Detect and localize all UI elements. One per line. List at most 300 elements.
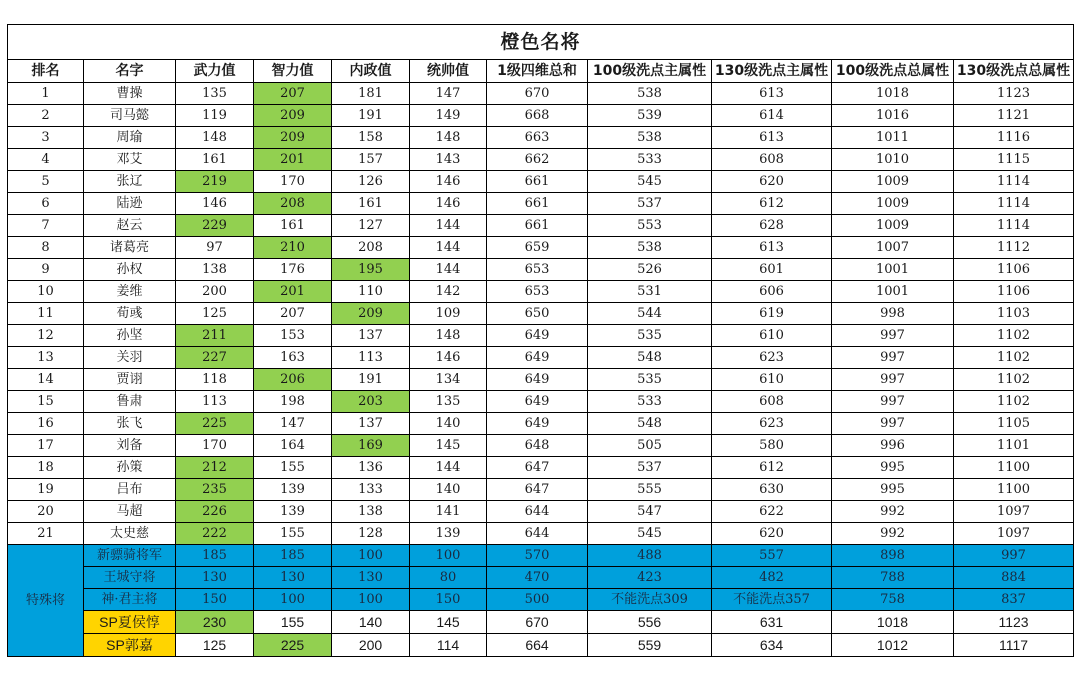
table-cell: 125	[176, 634, 254, 657]
table-row	[8, 523, 1074, 545]
table-cell: 1009	[832, 193, 954, 215]
table-cell: 119	[176, 105, 254, 127]
table-cell: 135	[410, 391, 487, 413]
table-cell: 653	[487, 281, 588, 303]
table-cell: 135	[176, 83, 254, 105]
table-cell: 1018	[832, 611, 954, 634]
table-cell: 赵云	[84, 215, 176, 237]
table-cell: 1106	[954, 259, 1074, 281]
table-cell: 5	[8, 171, 84, 193]
table-cell: 138	[332, 501, 410, 523]
ranking-table-container	[7, 24, 1074, 657]
table-cell: 143	[410, 149, 487, 171]
table-cell: 关羽	[84, 347, 176, 369]
table-cell: 1100	[954, 457, 1074, 479]
table-cell: 1102	[954, 391, 1074, 413]
table-cell: 628	[712, 215, 832, 237]
table-cell: 1101	[954, 435, 1074, 457]
table-cell: 3	[8, 127, 84, 149]
table-cell: 146	[410, 193, 487, 215]
table-cell: 1009	[832, 171, 954, 193]
column-header: 130级洗点主属性	[712, 60, 832, 83]
table-cell: 537	[588, 193, 712, 215]
table-cell: 226	[176, 501, 254, 523]
table-row	[8, 149, 1074, 171]
table-cell: 547	[588, 501, 712, 523]
table-cell: 505	[588, 435, 712, 457]
table-cell: 11	[8, 303, 84, 325]
table-cell: 130	[176, 567, 254, 589]
table-title: 橙色名将	[8, 25, 1074, 60]
table-cell: 531	[588, 281, 712, 303]
table-cell: 670	[487, 83, 588, 105]
table-cell: 144	[410, 237, 487, 259]
table-cell: 1009	[832, 215, 954, 237]
table-row	[8, 347, 1074, 369]
table-cell: 606	[712, 281, 832, 303]
table-cell: 133	[332, 479, 410, 501]
table-cell: 526	[588, 259, 712, 281]
table-cell: 陆逊	[84, 193, 176, 215]
table-cell: 608	[712, 391, 832, 413]
table-row	[8, 457, 1074, 479]
table-cell: 1103	[954, 303, 1074, 325]
table-cell: 1018	[832, 83, 954, 105]
table-cell: 634	[712, 634, 832, 657]
table-row	[8, 413, 1074, 435]
table-cell: SP郭嘉	[84, 634, 176, 657]
table-cell: 114	[410, 634, 487, 657]
table-cell: 206	[254, 369, 332, 391]
table-cell: 14	[8, 369, 84, 391]
table-cell: 马超	[84, 501, 176, 523]
table-row	[8, 193, 1074, 215]
table-cell: 2	[8, 105, 84, 127]
table-cell: 538	[588, 83, 712, 105]
table-cell: 169	[332, 435, 410, 457]
table-cell: 4	[8, 149, 84, 171]
table-cell: 1105	[954, 413, 1074, 435]
table-cell: 533	[588, 149, 712, 171]
table-cell: 126	[332, 171, 410, 193]
table-cell: 619	[712, 303, 832, 325]
table-cell: 153	[254, 325, 332, 347]
table-cell: 21	[8, 523, 84, 545]
table-cell: 222	[176, 523, 254, 545]
table-cell: 201	[254, 149, 332, 171]
table-cell: 155	[254, 523, 332, 545]
table-cell: 614	[712, 105, 832, 127]
table-cell: 144	[410, 457, 487, 479]
table-cell: 1100	[954, 479, 1074, 501]
table-cell: 758	[832, 589, 954, 611]
table-cell: 650	[487, 303, 588, 325]
table-cell: 644	[487, 501, 588, 523]
table-row	[8, 281, 1074, 303]
table-cell: 146	[410, 347, 487, 369]
table-cell: 147	[254, 413, 332, 435]
table-cell: 620	[712, 171, 832, 193]
table-cell: 207	[254, 303, 332, 325]
table-cell: 周瑜	[84, 127, 176, 149]
table-row	[8, 501, 1074, 523]
table-cell: 157	[332, 149, 410, 171]
table-cell: 姜维	[84, 281, 176, 303]
table-cell: 9	[8, 259, 84, 281]
table-cell: 不能洗点357	[712, 589, 832, 611]
table-cell: 1011	[832, 127, 954, 149]
table-cell: 1121	[954, 105, 1074, 127]
column-header: 内政值	[332, 60, 410, 83]
table-cell: 146	[410, 171, 487, 193]
table-cell: 548	[588, 413, 712, 435]
table-cell: 不能洗点309	[588, 589, 712, 611]
table-cell: 612	[712, 457, 832, 479]
table-cell: 482	[712, 567, 832, 589]
table-cell: 1001	[832, 259, 954, 281]
table-cell: 1123	[954, 83, 1074, 105]
table-cell: 612	[712, 193, 832, 215]
column-header: 100级洗点总属性	[832, 60, 954, 83]
table-cell: 225	[176, 413, 254, 435]
table-cell: 209	[254, 127, 332, 149]
table-cell: 661	[487, 215, 588, 237]
table-cell: 1	[8, 83, 84, 105]
table-cell: 1001	[832, 281, 954, 303]
table-cell: 太史慈	[84, 523, 176, 545]
table-cell: 130	[254, 567, 332, 589]
table-cell: 225	[254, 634, 332, 657]
table-cell: 1112	[954, 237, 1074, 259]
table-cell: 148	[410, 127, 487, 149]
table-cell: 580	[712, 435, 832, 457]
table-cell: 10	[8, 281, 84, 303]
table-cell: 109	[410, 303, 487, 325]
table-cell: 128	[332, 523, 410, 545]
title-row	[8, 25, 1074, 60]
table-cell: 613	[712, 83, 832, 105]
special-label: 特殊将	[8, 545, 84, 657]
table-row	[8, 369, 1074, 391]
table-cell: 144	[410, 215, 487, 237]
table-cell: 613	[712, 237, 832, 259]
table-cell: 649	[487, 347, 588, 369]
table-cell: 201	[254, 281, 332, 303]
table-cell: 100	[410, 545, 487, 567]
table-cell: 100	[254, 589, 332, 611]
table-cell: 997	[832, 325, 954, 347]
table-cell: 贾诩	[84, 369, 176, 391]
table-cell: 1007	[832, 237, 954, 259]
table-cell: 12	[8, 325, 84, 347]
table-cell: 8	[8, 237, 84, 259]
table-cell: 139	[254, 479, 332, 501]
column-header: 武力值	[176, 60, 254, 83]
table-cell: 王城守将	[84, 567, 176, 589]
table-cell: 155	[254, 611, 332, 634]
table-cell: 吕布	[84, 479, 176, 501]
table-cell: 623	[712, 347, 832, 369]
table-cell: 470	[487, 567, 588, 589]
table-cell: 司马懿	[84, 105, 176, 127]
table-cell: 13	[8, 347, 84, 369]
table-cell: 210	[254, 237, 332, 259]
table-cell: 15	[8, 391, 84, 413]
table-cell: 1115	[954, 149, 1074, 171]
table-cell: 548	[588, 347, 712, 369]
sp-row	[8, 611, 1074, 634]
table-cell: 203	[332, 391, 410, 413]
table-cell: 200	[176, 281, 254, 303]
table-row	[8, 237, 1074, 259]
special-row	[8, 589, 1074, 611]
column-header: 名字	[84, 60, 176, 83]
table-cell: 孙策	[84, 457, 176, 479]
table-cell: 211	[176, 325, 254, 347]
table-cell: 荀彧	[84, 303, 176, 325]
table-row	[8, 127, 1074, 149]
table-cell: 649	[487, 413, 588, 435]
table-cell: 500	[487, 589, 588, 611]
table-cell: 神·君主将	[84, 589, 176, 611]
table-cell: 644	[487, 523, 588, 545]
table-cell: 198	[254, 391, 332, 413]
table-row	[8, 325, 1074, 347]
table-cell: 100	[332, 589, 410, 611]
table-cell: 164	[254, 435, 332, 457]
table-cell: 539	[588, 105, 712, 127]
table-cell: 曹操	[84, 83, 176, 105]
table-cell: 刘备	[84, 435, 176, 457]
table-cell: 668	[487, 105, 588, 127]
table-cell: 张飞	[84, 413, 176, 435]
table-cell: 649	[487, 391, 588, 413]
table-cell: 149	[410, 105, 487, 127]
table-cell: 139	[254, 501, 332, 523]
table-cell: 659	[487, 237, 588, 259]
table-cell: 649	[487, 325, 588, 347]
table-cell: 209	[254, 105, 332, 127]
table-cell: 662	[487, 149, 588, 171]
table-cell: 136	[332, 457, 410, 479]
table-cell: 142	[410, 281, 487, 303]
table-cell: 610	[712, 369, 832, 391]
table-row	[8, 479, 1074, 501]
table-cell: 113	[176, 391, 254, 413]
table-cell: 570	[487, 545, 588, 567]
table-cell: 535	[588, 325, 712, 347]
table-cell: 158	[332, 127, 410, 149]
table-cell: 622	[712, 501, 832, 523]
table-cell: 1114	[954, 215, 1074, 237]
table-cell: 610	[712, 325, 832, 347]
table-cell: 150	[410, 589, 487, 611]
table-cell: 608	[712, 149, 832, 171]
table-cell: 185	[176, 545, 254, 567]
table-cell: 647	[487, 479, 588, 501]
table-cell: 664	[487, 634, 588, 657]
table-cell: 488	[588, 545, 712, 567]
table-cell: 130	[332, 567, 410, 589]
table-cell: 229	[176, 215, 254, 237]
table-cell: 533	[588, 391, 712, 413]
table-cell: 148	[410, 325, 487, 347]
table-cell: 553	[588, 215, 712, 237]
table-cell: 601	[712, 259, 832, 281]
table-cell: 诸葛亮	[84, 237, 176, 259]
table-cell: 19	[8, 479, 84, 501]
table-cell: 647	[487, 457, 588, 479]
table-cell: 176	[254, 259, 332, 281]
column-header: 130级洗点总属性	[954, 60, 1074, 83]
sp-row	[8, 634, 1074, 657]
table-cell: 648	[487, 435, 588, 457]
table-cell: 147	[410, 83, 487, 105]
table-cell: 995	[832, 457, 954, 479]
table-cell: 837	[954, 589, 1074, 611]
table-row	[8, 215, 1074, 237]
table-cell: 208	[332, 237, 410, 259]
table-row	[8, 105, 1074, 127]
table-cell: 557	[712, 545, 832, 567]
table-cell: 140	[332, 611, 410, 634]
table-cell: 537	[588, 457, 712, 479]
table-cell: 163	[254, 347, 332, 369]
table-cell: 208	[254, 193, 332, 215]
table-cell: 6	[8, 193, 84, 215]
table-cell: 1012	[832, 634, 954, 657]
table-cell: 134	[410, 369, 487, 391]
table-cell: 545	[588, 523, 712, 545]
table-cell: 1114	[954, 171, 1074, 193]
table-cell: 185	[254, 545, 332, 567]
table-cell: 118	[176, 369, 254, 391]
table-cell: 997	[832, 369, 954, 391]
table-cell: 181	[332, 83, 410, 105]
table-cell: 555	[588, 479, 712, 501]
table-cell: 137	[332, 413, 410, 435]
table-cell: 898	[832, 545, 954, 567]
table-cell: 1097	[954, 501, 1074, 523]
table-cell: 559	[588, 634, 712, 657]
column-header: 排名	[8, 60, 84, 83]
table-cell: 110	[332, 281, 410, 303]
table-cell: 670	[487, 611, 588, 634]
table-cell: 653	[487, 259, 588, 281]
table-row	[8, 435, 1074, 457]
table-cell: 161	[254, 215, 332, 237]
table-cell: 161	[332, 193, 410, 215]
table-cell: 18	[8, 457, 84, 479]
column-header: 1级四维总和	[487, 60, 588, 83]
table-cell: 1097	[954, 523, 1074, 545]
table-cell: 235	[176, 479, 254, 501]
table-cell: 992	[832, 501, 954, 523]
table-cell: 191	[332, 105, 410, 127]
table-cell: 1102	[954, 347, 1074, 369]
table-cell: 140	[410, 413, 487, 435]
table-cell: 649	[487, 369, 588, 391]
table-cell: 113	[332, 347, 410, 369]
table-cell: 1123	[954, 611, 1074, 634]
special-row	[8, 567, 1074, 589]
table-cell: 鲁肃	[84, 391, 176, 413]
table-cell: 227	[176, 347, 254, 369]
table-cell: 219	[176, 171, 254, 193]
table-cell: 1116	[954, 127, 1074, 149]
table-row	[8, 171, 1074, 193]
header-row	[8, 60, 1074, 83]
table-cell: 新骠骑将军	[84, 545, 176, 567]
table-cell: 150	[176, 589, 254, 611]
table-cell: 997	[832, 347, 954, 369]
table-cell: 孙权	[84, 259, 176, 281]
table-cell: 7	[8, 215, 84, 237]
table-cell: 663	[487, 127, 588, 149]
table-cell: 423	[588, 567, 712, 589]
table-cell: 556	[588, 611, 712, 634]
table-row	[8, 83, 1074, 105]
table-cell: 992	[832, 523, 954, 545]
table-cell: 140	[410, 479, 487, 501]
table-cell: 137	[332, 325, 410, 347]
table-row	[8, 391, 1074, 413]
table-cell: 20	[8, 501, 84, 523]
column-header: 统帅值	[410, 60, 487, 83]
table-cell: 788	[832, 567, 954, 589]
table-cell: 100	[332, 545, 410, 567]
table-cell: 170	[254, 171, 332, 193]
table-cell: 623	[712, 413, 832, 435]
table-cell: 1114	[954, 193, 1074, 215]
table-cell: 995	[832, 479, 954, 501]
table-cell: 127	[332, 215, 410, 237]
table-cell: 80	[410, 567, 487, 589]
table-cell: 1016	[832, 105, 954, 127]
table-cell: 200	[332, 634, 410, 657]
table-cell: 997	[832, 413, 954, 435]
table-cell: 97	[176, 237, 254, 259]
table-cell: 630	[712, 479, 832, 501]
table-cell: 17	[8, 435, 84, 457]
table-row	[8, 303, 1074, 325]
table-cell: 145	[410, 435, 487, 457]
table-cell: 1106	[954, 281, 1074, 303]
table-row	[8, 259, 1074, 281]
table-cell: 997	[954, 545, 1074, 567]
table-cell: 613	[712, 127, 832, 149]
table-cell: 139	[410, 523, 487, 545]
table-cell: 16	[8, 413, 84, 435]
table-cell: 161	[176, 149, 254, 171]
table-cell: 998	[832, 303, 954, 325]
table-cell: 195	[332, 259, 410, 281]
table-cell: 144	[410, 259, 487, 281]
table-cell: 141	[410, 501, 487, 523]
table-cell: 230	[176, 611, 254, 634]
table-cell: 146	[176, 193, 254, 215]
table-cell: 997	[832, 391, 954, 413]
table-cell: 661	[487, 171, 588, 193]
table-cell: 661	[487, 193, 588, 215]
table-cell: 148	[176, 127, 254, 149]
table-cell: 1010	[832, 149, 954, 171]
table-cell: 155	[254, 457, 332, 479]
table-cell: 209	[332, 303, 410, 325]
table-cell: 538	[588, 127, 712, 149]
table-cell: 631	[712, 611, 832, 634]
column-header: 100级洗点主属性	[588, 60, 712, 83]
